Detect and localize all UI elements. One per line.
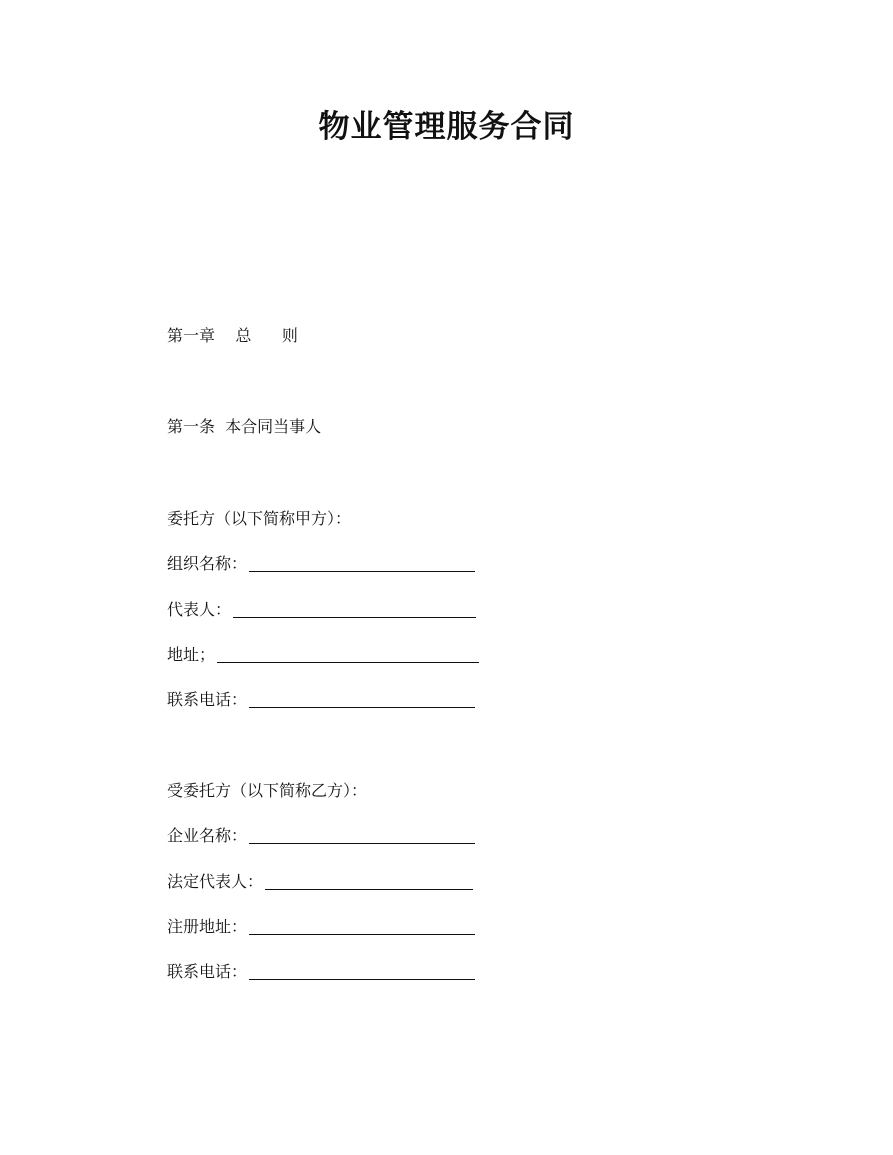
fill-in-blank bbox=[233, 599, 476, 618]
party-b-registered-address-field bbox=[167, 916, 475, 938]
party-b-phone-field bbox=[167, 961, 475, 983]
fill-in-blank bbox=[249, 961, 475, 980]
fill-in-blank bbox=[249, 825, 475, 844]
field-label: 组织名称： bbox=[167, 554, 248, 573]
field-label: 代表人： bbox=[167, 600, 232, 619]
party-b-heading: 受委托方（以下简称乙方）： bbox=[167, 781, 368, 800]
fill-in-blank bbox=[249, 689, 475, 708]
chapter-heading: 第一章 总 则 bbox=[167, 326, 298, 345]
article-heading: 第一条 本合同当事人 bbox=[167, 417, 322, 436]
field-label: 法定代表人： bbox=[167, 872, 264, 891]
fill-in-blank bbox=[265, 871, 473, 890]
field-label: 地址； bbox=[167, 645, 216, 664]
party-a-organization-name-field bbox=[167, 553, 475, 575]
fill-in-blank bbox=[249, 916, 475, 935]
field-label: 企业名称： bbox=[167, 826, 248, 845]
fill-in-blank bbox=[217, 644, 479, 663]
field-label: 联系电话： bbox=[167, 690, 248, 709]
party-b-company-name-field bbox=[167, 825, 475, 847]
fill-in-blank bbox=[249, 553, 475, 572]
party-b-legal-representative-field bbox=[167, 871, 473, 893]
party-a-representative-field bbox=[167, 599, 476, 621]
party-a-phone-field bbox=[167, 689, 475, 711]
party-a-address-field bbox=[167, 644, 479, 666]
party-a-heading: 委托方（以下简称甲方）： bbox=[167, 509, 352, 528]
field-label: 联系电话： bbox=[167, 962, 248, 981]
document-title: 物业管理服务合同 bbox=[318, 109, 575, 145]
field-label: 注册地址： bbox=[167, 917, 248, 936]
